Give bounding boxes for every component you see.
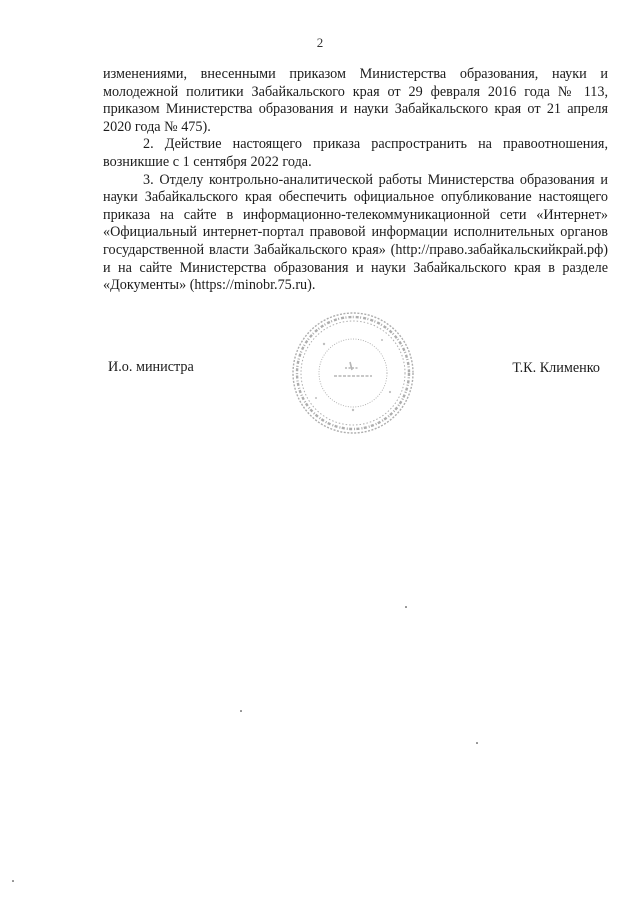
scan-speck (12, 880, 14, 882)
signature-block (0, 355, 640, 465)
scan-speck (405, 606, 407, 608)
paragraph-item-3: 3. Отделу контрольно-аналитической работы Министерства образования и науки Забайкальского края обеспечить официальное опубликование настоящего приказа на сайте в информационно-телекоммуникационной сети «Интернет» «Официальный интернет-портал правовой информации исполнительных органов государственной власти Забайкальского края» (http://право.забайкальскийкрай.рф) и на сайте Министерства образования и науки Забайкальского края в разделе «Документы» (https://minobr.75.ru). (103, 171, 608, 294)
official-round-seal-icon (290, 310, 416, 436)
page-number: 2 (316, 35, 324, 50)
signatory-name: Т.К. Клименко (512, 360, 600, 376)
signatory-position: И.о. министра (108, 359, 194, 375)
paragraph-item-2: 2. Действие настоящего приказа распространить на правоотношения, возникшие с 1 сентября 2022 года. (103, 136, 608, 170)
scan-speck (476, 742, 478, 744)
document-body (103, 66, 608, 295)
scan-speck (240, 710, 242, 712)
paragraph-continuation: изменениями, внесенными приказом Министерства образования, науки и молодежной политики Забайкальского края от 29 февраля 2016 года № 113, приказом Министерства образования и науки Забайкальского края от 21 апреля 2020 года № 475). (103, 66, 608, 135)
